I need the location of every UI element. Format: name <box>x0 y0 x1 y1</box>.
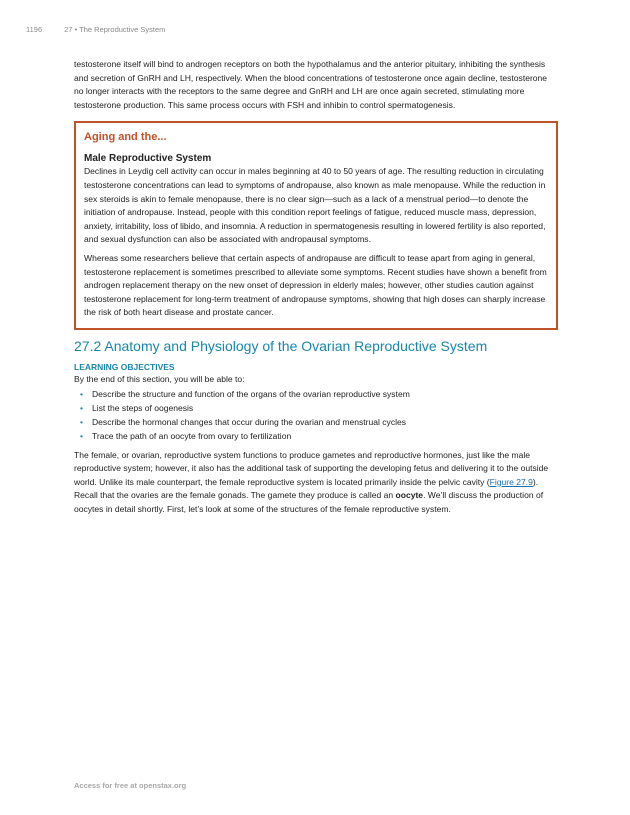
objective-text: Describe the hormonal changes that occur during the ovarian and menstrual cycles <box>92 416 407 427</box>
list-item <box>74 387 558 401</box>
objective-text: List the steps of oogenesis <box>92 402 194 413</box>
objective-text: Trace the path of an oocyte from ovary to fertilization <box>92 430 292 441</box>
list-item <box>74 401 558 415</box>
bullet-icon: • <box>80 430 83 441</box>
page-content <box>74 58 558 516</box>
chapter-title: 27 • The Reproductive System <box>64 25 166 34</box>
page-number: 1196 <box>26 25 43 34</box>
list-item <box>74 429 558 443</box>
body-text-part2: ). Recall that the ovaries are the female gonads. The gamete they produce is called an <box>74 476 539 501</box>
body-text-part1: The female, or ovarian, reproductive system functions to produce gametes and reproductive hormones, just like the male reproductive system; however, it also has the additional task of supporting the developing fetus and delivering it to the outside world. Unlike its male counterpart, the female reproductive system is located primarily inside the pelvic cavity ( <box>74 449 549 487</box>
learning-objectives-heading: LEARNING OBJECTIVES <box>74 361 175 372</box>
feature-paragraph-2: Whereas some researchers believe that certain aspects of andropause are difficult to tease apart from aging in general, testosterone replacement is sometimes prescribed to alleviate some symptoms. Recent studies have shown a benefit from androgen replacement therapy on the new onset of depression in elderly males; however, other studies caution against testosterone replacement for long-term treatment of andropause symptoms, showing that high doses can sharply increase the risk of both heart disease and prostate cancer. <box>84 252 547 318</box>
body-paragraph <box>74 449 558 517</box>
running-head <box>26 25 165 34</box>
intro-paragraph: testosterone itself will bind to androgen receptors on both the hypothalamus and the anterior pituitary, inhibiting the synthesis and secretion of GnRH and LH, respectively. When the blood concentrations of testosterone once again decline, testosterone no longer interacts with the receptors to the same degree and GnRH and LH are once again secreted, stimulating more testosterone production. This same process occurs with FSH and inhibin to control spermatogenesis. <box>74 59 548 110</box>
feature-paragraph-1: Declines in Leydig cell activity can occur in males beginning at 40 to 50 years of age. The resulting reduction in circulating testosterone concentrations can lead to symptoms of andropause, also known as male menopause. While the reduction in sex steroids is akin to female menopause, there is no clear sign—such as a lack of a menstrual period—to denote the initiation of andropause. Instead, people with this condition report feelings of fatigue, reduced muscle mass, depression, anxiety, irritability, loss of libido, and insomnia. A reduction in spermatogenesis resulting in lowered fertility is also reported, and sexual dysfunction can also be associated with andropausal symptoms. <box>84 166 546 245</box>
learning-objectives-intro: By the end of this section, you will be able to: <box>74 373 245 384</box>
body-text-part3: . We’ll discuss the production of oocytes in detail shortly. First, let’s look at some of the structures of the female reproductive system. <box>74 490 544 514</box>
feature-subtitle: Male Reproductive System <box>84 153 212 165</box>
aging-feature-box <box>74 121 558 330</box>
footer-text: Access for free at openstax.org <box>74 781 187 790</box>
feature-title: Aging and the... <box>84 131 167 144</box>
section-heading: 27.2 Anatomy and Physiology of the Ovarian Reproductive System <box>74 337 488 354</box>
objective-text: Describe the structure and function of the organs of the ovarian reproductive system <box>92 388 410 399</box>
key-term-oocyte: oocyte <box>395 490 424 501</box>
bullet-icon: • <box>80 416 83 427</box>
bullet-icon: • <box>80 402 83 413</box>
list-item <box>74 415 558 429</box>
bullet-icon: • <box>80 388 83 399</box>
learning-objectives-list <box>74 387 558 443</box>
figure-link[interactable]: Figure 27.9 <box>489 476 533 487</box>
